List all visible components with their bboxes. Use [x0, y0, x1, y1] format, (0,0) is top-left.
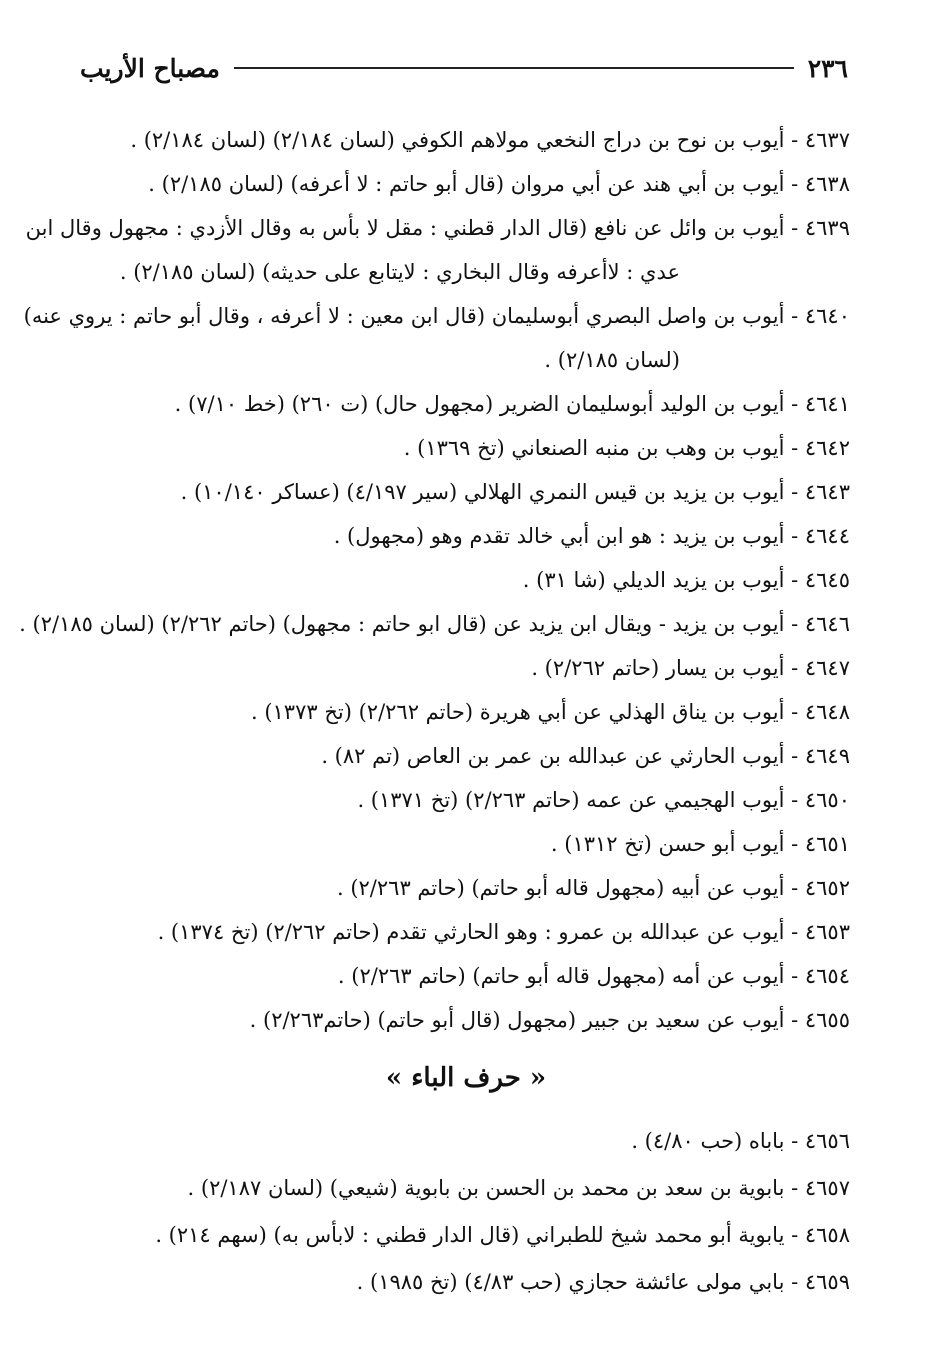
- entry: ٤٦٣٨ - أيوب بن أبي هند عن أبي مروان (قال أبو حاتم : لا أعرفه) (لسان ٢/١٨٥) .: [148, 172, 850, 196]
- entry: ٤٦٥٥ - أيوب عن سعيد بن جبير (مجهول (قال أبو حاتم) (حاتم٢/٢٦٣) .: [249, 1008, 850, 1032]
- entry-list-section-ba: [78, 1118, 850, 1306]
- entry: ٤٦٥٠ - أيوب الهجيمي عن عمه (حاتم ٢/٢٦٣) (تخ ١٣٧١) .: [357, 788, 850, 812]
- entry: ٤٦٣٩ - أيوب بن وائل عن نافع (قال الدار قطني : مقل لا بأس به وقال الأزدي : مجهول وقال ابن: [25, 216, 850, 240]
- entry: ٤٦٤٢ - أيوب بن وهب بن منبه الصنعاني (تخ ١٣٦٩) .: [403, 436, 850, 460]
- page-header: [80, 48, 848, 88]
- entry-list: [19, 118, 850, 1042]
- entry: ٤٦٤٠ - أيوب بن واصل البصري أبوسليمان (قال ابن معين : لا أعرفه ، وقال أبو حاتم : يروي عنه): [23, 304, 850, 328]
- entry: ٤٦٥١ - أيوب أبو حسن (تخ ١٣١٢) .: [550, 832, 850, 856]
- entry: ٤٦٥٤ - أيوب عن أمه (مجهول قاله أبو حاتم) (حاتم ٢/٢٦٣) .: [337, 964, 850, 988]
- entry: ٤٦٥٩ - بابي مولى عائشة حجازي (حب ٤/٨٣) (تخ ١٩٨٥) .: [356, 1270, 850, 1294]
- section-heading: « حرف الباء »: [385, 1063, 547, 1093]
- entry: ٤٦٤٥ - أيوب بن يزيد الديلي (شا ٣١) .: [522, 568, 850, 592]
- page-number: ٢٣٦: [807, 53, 848, 83]
- entry: ٤٦٤١ - أيوب بن الوليد أبوسليمان الضرير (مجهول حال) (ت ٢٦٠) (خط ٧/١٠) .: [174, 392, 850, 416]
- entry: ٤٦٤٦ - أيوب بن يزيد - ويقال ابن يزيد عن (قال ابو حاتم : مجهول) (حاتم ٢/٢٦٢) (لسان ٢/١٨٥) .: [19, 612, 850, 636]
- entry: ٤٦٥٢ - أيوب عن أبيه (مجهول قاله أبو حاتم) (حاتم ٢/٢٦٣) .: [336, 876, 850, 900]
- entry: ٤٦٤٧ - أيوب بن يسار (حاتم ٢/٢٦٢) .: [531, 656, 850, 680]
- entry-continuation: عدي : لاأعرفه وقال البخاري : لايتابع على حديثه) (لسان ٢/١٨٥) .: [119, 260, 680, 284]
- entry-continuation: (لسان ٢/١٨٥) .: [544, 348, 680, 372]
- header-rule: [234, 67, 794, 69]
- entry: ٤٦٥٦ - باباه (حب ٤/٨٠) .: [631, 1129, 850, 1153]
- entry: ٤٦٤٨ - أيوب بن يناق الهذلي عن أبي هريرة (حاتم ٢/٢٦٢) (تخ ١٣٧٣) .: [250, 700, 850, 724]
- entry: ٤٦٥٣ - أيوب عن عبدالله بن عمرو : وهو الحارثي تقدم (حاتم ٢/٢٦٢) (تخ ١٣٧٤) .: [157, 920, 850, 944]
- entry: ٤٦٥٨ - يابوية أبو محمد شيخ للطبراني (قال الدار قطني : لابأس به) (سهم ٢١٤) .: [155, 1223, 850, 1247]
- book-title: مصباح الأريب: [80, 53, 220, 83]
- entry: ٤٦٥٧ - بابوية بن سعد بن محمد بن الحسن بن بابوية (شيعي) (لسان ٢/١٨٧) .: [187, 1176, 850, 1200]
- entry: ٤٦٤٣ - أيوب بن يزيد بن قيس النمري الهلالي (سير ٤/١٩٧) (عساكر ١٠/١٤٠) .: [180, 480, 850, 504]
- entry: ٤٦٤٤ - أيوب بن يزيد : هو ابن أبي خالد تقدم وهو (مجهول) .: [333, 524, 850, 548]
- entry: ٤٦٣٧ - أيوب بن نوح بن دراج النخعي مولاهم الكوفي (لسان ٢/١٨٤) (لسان ٢/١٨٤) .: [130, 128, 850, 152]
- entry: ٤٦٤٩ - أيوب الحارثي عن عبدالله بن عمر بن العاص (تم ٨٢) .: [321, 744, 850, 768]
